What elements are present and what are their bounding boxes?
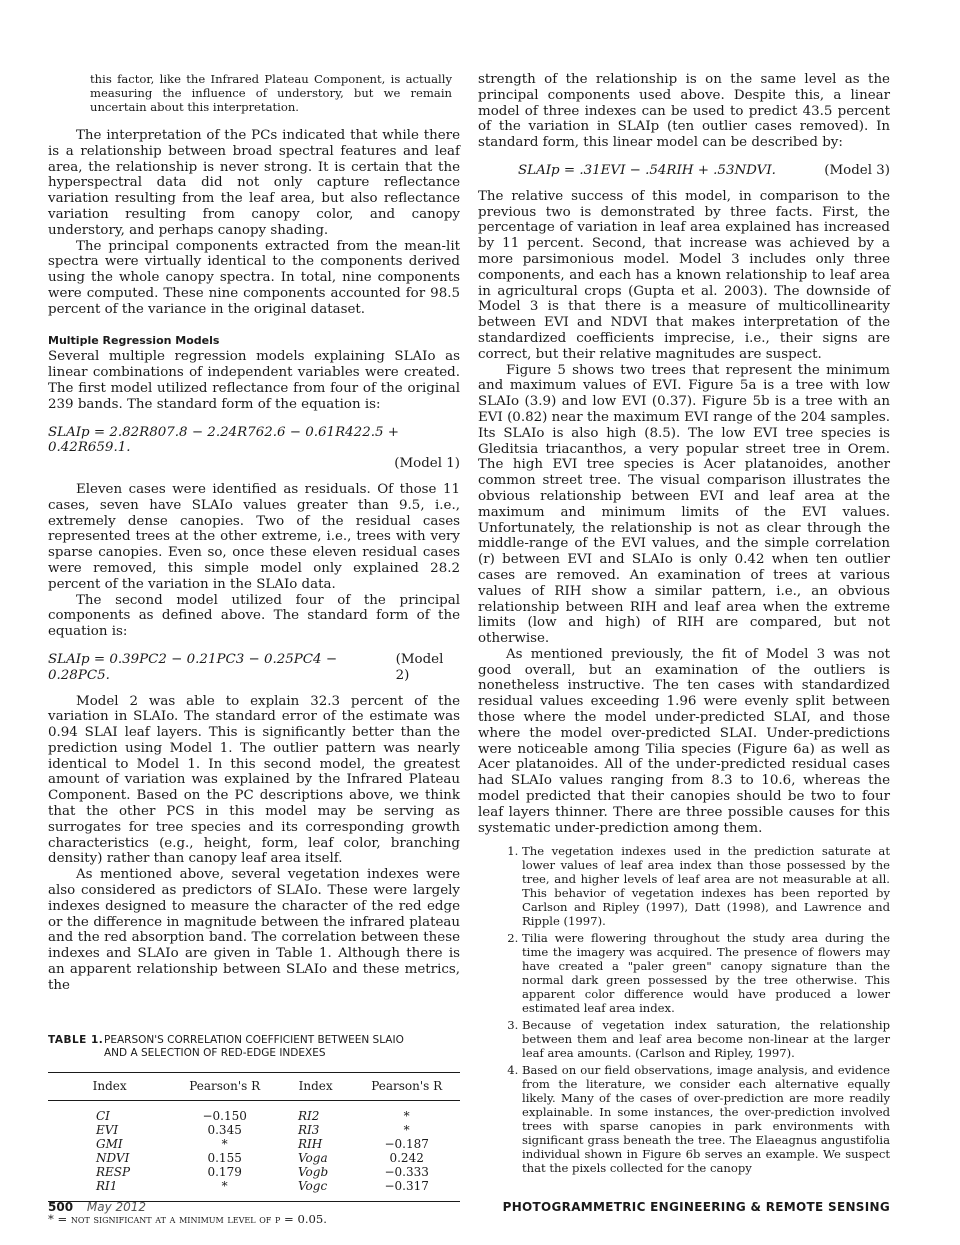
journal-name: PHOTOGRAMMETRIC ENGINEERING & REMOTE SENSING (502, 1200, 890, 1214)
body-paragraph: As mentioned above, several vegetation indexes were also considered as predictors of SLAIo. These were largely indexes designed to measure the character of the red edge or the difference in magnitude between the infrared plateau and the red absorption band. The correlation between these indexes and SLAIo are given in Table 1. Although there is an apparent relationship between SLAIo and these metrics, the (48, 867, 460, 993)
equation-model-2 (48, 652, 460, 684)
table-cell: RI2 (297, 1109, 320, 1124)
equation-label: (Model 1) (394, 456, 460, 472)
table-cell: −0.187 (384, 1137, 429, 1152)
table-title: PEARSON'S CORRELATION COEFFICIENT BETWEEN SLAIO AND A SELECTION OF RED-EDGE INDEXES (104, 1033, 404, 1059)
body-paragraph: The principal components extracted from the mean-lit spectra were virtually identical to the components derived using the whole canopy spectra. In total, nine components were computed. These nine components accounted for 98.5 percent of the variance in the original dataset. (48, 238, 460, 317)
body-paragraph: strength of the relationship is on the same level as the principal components used above. Despite this, a linear model of three indexes can be used to predict 43.5 percent of the variation in SLAIp (ten outlier cases removed). In standard form, this linear model can be described by: (478, 72, 890, 151)
body-paragraph: Figure 5 shows two trees that represent the minimum and maximum values of EVI. Figure 5a is a tree with low SLAIo (3.9) and low EVI (0.37). Figure 5b is a tree with an EVI (0.82) near the maximum EVI range of the 204 samples. Its SLAIo is also high (8.5). The low EVI tree species is Gleditsia triacanthos, a very popular street tree in Orem. The high EVI tree species is Acer platanoides, another common street tree. The visual comparison illustrates the obvious relationship between EVI and leaf area at the maximum and minimum limits of the EVI values. Unfortunately, the relationship is not as clear through the middle-range of the EVI values, and the simple correlation (r) between EVI and SLAIo is only 0.42 when ten outlier cases are removed. An examination of trees at various values of RIH show a similar pattern, i.e., an obvious relationship between RIH and leaf area when the extreme limits (low and high) of RIH are compared, but not otherwise. (478, 362, 890, 647)
table-footnote: * = not significant at a minimum level of p = 0.05. (48, 1212, 327, 1227)
table-header: Index (48, 1072, 171, 1101)
table-cell: * (171, 1179, 278, 1202)
table-header: Pearson's R (171, 1072, 278, 1101)
equation-model-1 (48, 425, 460, 472)
table-cell: Vogb (297, 1165, 329, 1180)
list-item: 2. Tilia were flowering throughout the study area during the time the imagery was acquired. The presence of flowers may have created a "paler green" canopy signature than the normal dark green possessed by the tree otherwise. This apparent color difference would have produced a lower estimated leaf area index. (522, 931, 890, 1015)
table-cell: NDVI (96, 1151, 130, 1166)
equation-label: (Model 3) (824, 162, 890, 178)
body-paragraph: The interpretation of the PCs indicated that while there is a relationship between broad spectral features and leaf area, the relationship is never strong. It is certain that the hyperspectral data did not only capture reflectance variation resulting from the leaf area, but also reflectance variation resulting from canopy color, and canopy understory, and perhaps canopy shading. (48, 128, 460, 238)
body-paragraph: Model 2 was able to explain 32.3 percent of the variation in SLAIo. The standard error of the estimate was 0.94 SLAI leaf layers. This is significantly better than the prediction using Model 1. The outlier pattern was nearly identical to Model 1. In this second model, the greatest amount of variation was explained by the Infrared Plateau Component. Based on the PC descriptions above, we think that the other PCS in this model may be serving as surrogates for tree species and its corresponding growth characteristics (e.g., height, form, leaf color, branching density) rather than canopy leaf area itself. (48, 693, 460, 867)
equation-model-3 (478, 163, 890, 179)
table-cell: RESP (96, 1165, 131, 1180)
page-number: 500 (48, 1200, 74, 1214)
table-header: Pearson's R (353, 1072, 460, 1101)
table-cell: RI3 (297, 1123, 320, 1138)
table-row (48, 1179, 460, 1202)
page-footer-left (48, 1200, 146, 1214)
table-row (48, 1165, 460, 1179)
equation-label: (Model 2) (395, 651, 444, 683)
body-paragraph: Several multiple regression models explaining SLAIo as linear combinations of independent variables were created. The first model utilized reflectance from four of the original 239 bands. The standard form of the equation is: (48, 349, 460, 412)
table-row (48, 1101, 460, 1124)
section-heading: Multiple Regression Models (48, 333, 220, 347)
table-cell: CI (96, 1109, 110, 1124)
table-cell: 0.155 (207, 1151, 242, 1166)
table-cell: RIH (297, 1137, 323, 1152)
list-item: 1. The vegetation indexes used in the prediction saturate at lower values of leaf area index than those possessed by the tree, and higher levels of leaf area are not measurable at all. This behavior of vegetation indexes has been reported by Carlson and Ripley (1997), Datt (1998), and Lawrence and Ripple (1997). (522, 844, 890, 928)
table-header-row (48, 1072, 460, 1101)
table-cell: 0.179 (207, 1165, 242, 1180)
table-cell: −0.150 (202, 1109, 247, 1124)
list-item: 3. Because of vegetation index saturation, the relationship between them and leaf area become non-linear at the larger leaf area amounts. (Carlson and Ripley, 1997). (522, 1018, 890, 1060)
list-item: 4. Based on our field observations, image analysis, and evidence from the literature, we consider each alternative equally likely. Many of the cases of over-prediction are more readily explainable. In some instances, the over-prediction involved trees with sparse canopies in park environments with significant grass beneath the tree. The Elaeagnus angustifolia individual shown in Figure 6b serves an example. We suspect that the pixels collected for the canopy (522, 1063, 890, 1175)
table-number: TABLE 1. (48, 1033, 104, 1046)
table-cell: 0.345 (207, 1123, 242, 1138)
quote-paragraph: this factor, like the Infrared Plateau Component, is actually measuring the influence of understory, but we remain uncertain about this interpretation. (90, 72, 452, 114)
equation-text: SLAIp = 0.39PC2 − 0.21PC3 − 0.25PC4 − 0.28PC5. (48, 651, 338, 683)
table-row (48, 1151, 460, 1165)
table-cell: Voga (297, 1151, 328, 1166)
table-cell: * (403, 1109, 410, 1124)
table-row (48, 1123, 460, 1137)
equation-text: SLAIp = 2.82R807.8 − 2.24R762.6 − 0.61R422.5 + 0.42R659.1. (48, 424, 399, 456)
left-column (48, 72, 460, 1228)
equation-text: SLAIp = .31EVI − .54RIH + .53NDVI. (518, 162, 776, 178)
table-cell: RI1 (48, 1179, 171, 1202)
body-paragraph: The relative success of this model, in comparison to the previous two is demonstrated by three facts. First, the percentage of variation in leaf area explained has increased by 11 percent. Second, that increase was achieved by a more parsimonious model. Model 3 includes only three components, and each has a known relationship to leaf area in agricultural crops (Gupta et al. 2003). The downside of Model 3 is that there is a measure of multicollinearity between EVI and NDVI that makes interpretation of the standardized coefficients imprecise, i.e., their signs are correct, but their relative magnitudes are suspect. (478, 188, 890, 362)
table-cell: −0.333 (384, 1165, 429, 1180)
causes-list (478, 844, 890, 1175)
right-column (478, 72, 890, 1178)
table-cell: −0.317 (353, 1179, 460, 1202)
table-cell: * (403, 1123, 410, 1138)
table-cell: Vogc (278, 1179, 353, 1202)
table-cell: * (221, 1137, 228, 1152)
table-header: Index (278, 1072, 353, 1101)
issue-date: May 2012 (86, 1200, 147, 1214)
correlation-table (48, 1072, 460, 1203)
table-cell: 0.242 (389, 1151, 424, 1166)
body-paragraph: Eleven cases were identified as residuals. Of those 11 cases, seven have SLAIo values greater than 9.5, i.e., extremely dense canopies. Two of the residual cases represented trees at the other extreme, i.e., trees with very sparse canopies. Even so, once these eleven residual cases were removed, this simple model only explained 28.2 percent of the variation in the SLAIo data. (48, 481, 460, 592)
body-paragraph: The second model utilized four of the principal components as defined above. The standard form of the equation is: (48, 592, 460, 640)
table-caption (48, 1034, 460, 1060)
table-cell: EVI (96, 1123, 119, 1138)
body-paragraph: As mentioned previously, the fit of Model 3 was not good overall, but an examination of the outliers is nonetheless instructive. The ten cases with standardized residual values exceeding 1.96 were evenly split between those where the model under-predicted SLAI, and those where the model over-predicted SLAI. Under-predictions were noticeable among Tilia species (Figure 6a) as well as Acer platanoides. All of the under-predicted residual cases had SLAIo values ranging from 8.3 to 10.6, whereas the model predicted that their canopies should be two to four leaf layers thinner. There are three possible causes for this systematic under-prediction among them. (478, 646, 890, 836)
table-cell: GMI (96, 1137, 123, 1152)
table-row (48, 1137, 460, 1151)
